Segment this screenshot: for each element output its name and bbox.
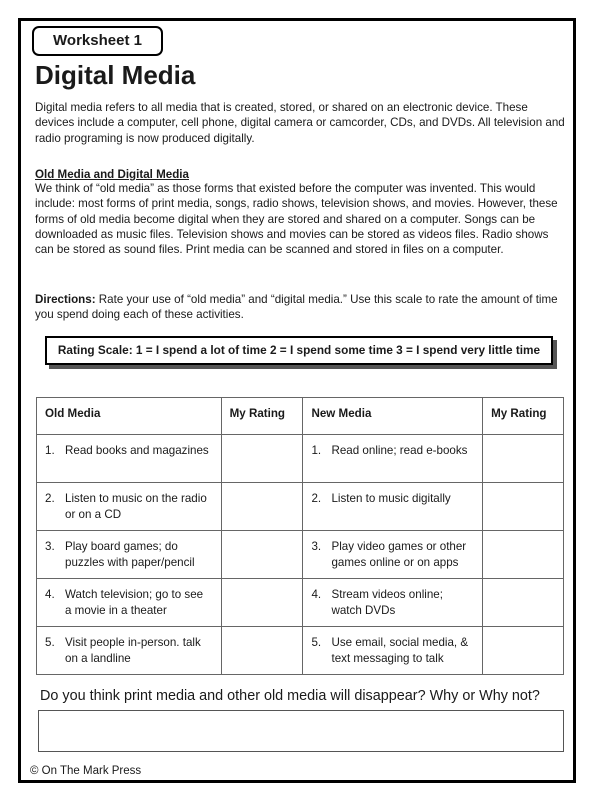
- table-row: [37, 483, 564, 531]
- rating-cell-new[interactable]: [483, 627, 564, 675]
- old-media-cell: [37, 627, 222, 675]
- new-media-cell: [303, 579, 483, 627]
- old-media-cell: [37, 531, 222, 579]
- new-media-text: Listen to music digitally: [331, 492, 451, 505]
- rating-cell-old[interactable]: [221, 435, 303, 483]
- rating-cell-new[interactable]: [483, 579, 564, 627]
- new-media-text: Use email, social media, & text messaging to talk: [331, 636, 469, 665]
- table-header-row: [37, 398, 564, 435]
- old-media-text: Watch television; go to see a movie in a theater: [65, 588, 204, 617]
- old-media-cell: [37, 483, 222, 531]
- item-number: 5.: [311, 636, 322, 649]
- item-number: 4.: [311, 588, 322, 601]
- worksheet-label: Worksheet 1: [32, 26, 163, 56]
- table-row: [37, 579, 564, 627]
- item-number: 2.: [45, 492, 55, 505]
- new-media-text: Play video games or other games online or on apps: [331, 540, 467, 569]
- rating-cell-new[interactable]: [483, 483, 564, 531]
- answer-box[interactable]: [38, 710, 564, 752]
- rating-cell-old[interactable]: [221, 483, 303, 531]
- rating-cell-old[interactable]: [221, 579, 303, 627]
- old-media-cell: [37, 435, 222, 483]
- new-media-cell: [303, 483, 483, 531]
- header-my-rating-old: My Rating: [221, 398, 303, 435]
- table-row: [37, 435, 564, 483]
- old-media-text: Read books and magazines: [65, 444, 209, 457]
- rating-scale-box: Rating Scale: 1 = I spend a lot of time 2 = I spend some time 3 = I spend very little time: [45, 336, 553, 365]
- header-old-media: Old Media: [37, 398, 222, 435]
- item-number: 5.: [45, 636, 55, 649]
- rating-cell-old[interactable]: [221, 627, 303, 675]
- item-number: 3.: [45, 540, 55, 553]
- old-media-text: Visit people in-person. talk on a landline: [65, 636, 201, 665]
- item-number: 2.: [311, 492, 322, 505]
- header-new-media: New Media: [303, 398, 483, 435]
- new-media-text: Stream videos online; watch DVDs: [331, 588, 443, 617]
- page-title: Digital Media: [35, 60, 196, 90]
- copyright-text: © On The Mark Press: [30, 765, 142, 777]
- old-media-text: Listen to music on the radio or on a CD: [65, 492, 207, 521]
- new-media-cell: [303, 531, 483, 579]
- rating-table: [36, 397, 564, 675]
- new-media-text: Read online; read e-books: [331, 444, 468, 457]
- old-media-text: Play board games; do puzzles with paper/pencil: [65, 540, 195, 569]
- directions-paragraph: [35, 292, 565, 323]
- rating-cell-new[interactable]: [483, 435, 564, 483]
- directions-label: Directions:: [35, 293, 96, 306]
- header-my-rating-new: My Rating: [483, 398, 564, 435]
- section-paragraph: We think of “old media” as those forms that existed before the computer was invented. This would include: most forms of print media, songs, radio shows, television shows, and movies. However, these forms of old media become digital when they are stored and shared on a computer. Songs can be downloaded as music files. Television shows and movies can be stored as videos files. Radio shows can be stored as sound files. Print media can be scanned and stored in files on a computer.: [35, 182, 558, 257]
- new-media-cell: [303, 435, 483, 483]
- intro-paragraph: Digital media refers to all media that is created, stored, or shared on an electronic device. These devices include a computer, cell phone, digital camera or camcorder, CDs, and DVDs. All television and radio programing is now produced digitally.: [35, 101, 565, 145]
- item-number: 1.: [311, 444, 322, 457]
- item-number: 3.: [311, 540, 322, 553]
- new-media-cell: [303, 627, 483, 675]
- item-number: 1.: [45, 444, 55, 457]
- section-heading: Old Media and Digital Media: [35, 168, 189, 181]
- directions-text: Rate your use of “old media” and “digital media.” Use this scale to rate the amount of time you spend doing each of these activities.: [35, 293, 558, 322]
- rating-cell-new[interactable]: [483, 531, 564, 579]
- rating-cell-old[interactable]: [221, 531, 303, 579]
- table-row: [37, 627, 564, 675]
- item-number: 4.: [45, 588, 55, 601]
- discussion-question: Do you think print media and other old media will disappear? Why or Why not?: [40, 688, 540, 704]
- table-row: [37, 531, 564, 579]
- old-media-cell: [37, 579, 222, 627]
